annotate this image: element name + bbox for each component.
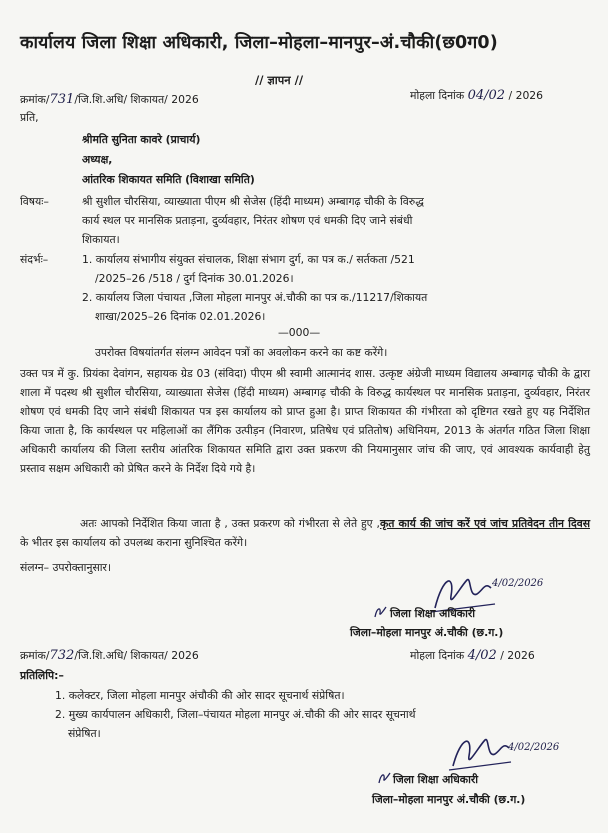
body-paragraph-2: उक्त पत्र में कु. प्रियंका देवांगन, सहायक ग्रेड 03 (संविदा) पीएम श्री स्वामी आत्मानंद शास. उत्कृष्ट अंग्रेजी माध्यम विद्यालय अम्बागढ़ चौकी के द्वारा शाला में पदस्थ श्री सुशील चौरसिया, व्याख्याता सेजेस (हिंदी माध्यम) अम्बागढ़ चौकी के विरुद्ध कार्यस्थल पर मानसिक प्रताड़ना, दुर्व्यवहार, निरंतर शोषण एवं धमकी दिए जाने संबंधी शिकायत पत्र इस कार्यालय को प्राप्त हुआ है। प्राप्त शिकायत की गंभीरता को दृष्टिगत रखते हुए यह निर्देशित किया जाता है, कि कार्यस्थल पर महिलाओं का लैंगिक उत्पीड़न (निवारण, प्रतिषेध एवं प्रतितोष) अधिनियम, 2013 के अंतर्गत गठित जिला शिक्षा अधिकारी कार्यालय की जिला स्तरीय आंतरिक शिकायत समिति द्वारा उक्त प्रकरण की नियमानुसार जांच की जाए, एवं आवश्यक कार्यवाही हेतु प्रस्ताव सक्षम अधिकारी को प्रेषित करने के निर्देश दिये गये है। [20, 367, 590, 475]
signature-2-date: 4/02/2026 [508, 742, 560, 753]
body-paragraph-3 [20, 514, 590, 552]
copy-ref-middle: /जि.शि.अधि/ शिकायत/ 2026 [74, 649, 199, 662]
subject-line-1: श्री सुशील चौरसिया, व्याख्याता पीएम श्री सेजेस (हिंदी माध्यम) अम्बागढ़ चौकी के विरुद्ध [82, 195, 424, 208]
copy-ref-handwritten-number: 732 [49, 648, 75, 663]
copy-date-handwritten: 4/02 [467, 648, 497, 663]
signature-2-designation: जिला शिक्षा अधिकारी [393, 773, 479, 786]
date-year: / 2026 [508, 89, 544, 102]
reference-number-line [20, 92, 199, 107]
memo-label: // ज्ञापन // [255, 73, 304, 87]
copy-date-label: मोहला दिनांक [410, 649, 465, 662]
signature-1-initial-icon [372, 604, 388, 620]
reference-2-line-2: शाखा/2025–26 दिनांक 02.01.2026। [95, 310, 266, 323]
date-label: मोहला दिनांक [410, 89, 465, 102]
body-p3-start: अतः आपको निर्देशित किया जाता है , उक्त प्रकरण को गंभीरता से लेते हुए , [80, 517, 380, 530]
separator: —000— [278, 326, 321, 339]
office-title: कार्यालय जिला शिक्षा अधिकारी, जिला–मोहला–मानपुर–अं.चौकी(छ0ग0) [20, 33, 499, 53]
subject-line-3: शिकायत। [82, 233, 120, 246]
body-p3-end: के भीतर इस कार्यालय को उपलब्ध कराना सुनिश्चित करेंगे। [20, 536, 248, 549]
copy-ref-prefix: क्रमांक/ [20, 649, 50, 662]
ref-handwritten-number: 731 [49, 92, 75, 107]
prati-label: प्रति, [20, 111, 39, 124]
copy-reference-date [410, 648, 535, 663]
date-handwritten: 04/02 [467, 88, 506, 103]
body-p3-emphasis: कृत कार्य की जांच करें एवं जांच प्रतिवेदन तीन दिवस [379, 517, 590, 530]
signature-1-district: जिला–मोहला मानपुर अं.चौकी (छ.ग.) [350, 626, 504, 639]
ref-prefix: क्रमांक/ [20, 93, 50, 106]
addressee-role: अध्यक्ष, [82, 153, 113, 166]
ref-middle: /जि.शि.अधि/ शिकायत/ 2026 [74, 93, 199, 106]
body-paragraph-1: उपरोक्त विषयांतर्गत संलग्न आवेदन पत्रों का अवलोकन करने का कष्ट करेंगे। [95, 346, 388, 359]
signature-2-district: जिला–मोहला मानपुर अं.चौकी (छ.ग.) [372, 793, 526, 806]
subject-label: विषयः– [20, 195, 49, 208]
copy-date-year: / 2026 [500, 649, 535, 662]
addressee-name: श्रीमति सुनिता कावरे (प्राचार्य) [82, 133, 201, 146]
copy-item-2-line-2: संप्रेषित। [68, 727, 101, 740]
reference-2-line-1: 2. कार्यालय जिला पंचायत ,जिला मोहला मानपुर अं.चौकी का पत्र क./11217/शिकायत [82, 291, 428, 304]
references-label: संदर्भः– [20, 253, 49, 266]
reference-1-line-2: /2025–26 /518 / दुर्ग दिनांक 30.01.2026। [95, 272, 294, 285]
copy-item-2-line-1: 2. मुख्य कार्यपालन अधिकारी, जिला–पंचायत मोहला मानपुर अं.चौकी की ओर सादर सूचनार्थ [55, 708, 416, 721]
signature-1-date: 4/02/2026 [492, 578, 544, 589]
reference-1-line-1: 1. कार्यालय संभागीय संयुक्त संचालक, शिक्षा संभाग दुर्ग, का पत्र क./ सर्तकता /521 [82, 253, 415, 266]
copy-label: प्रतिलिपि:– [20, 669, 64, 682]
subject-line-2: कार्य स्थल पर मानसिक प्रताड़ना, दुर्व्यवहार, निरंतर शोषण एवं धमकी दिए जाने संबंधी [82, 214, 413, 227]
signature-2-initial-icon [376, 770, 392, 786]
copy-reference-number-line [20, 648, 199, 663]
reference-date [410, 88, 543, 103]
addressee-committee: आंतरिक शिकायत समिति (विशाखा समिति) [82, 173, 255, 186]
signature-1-designation: जिला शिक्षा अधिकारी [390, 607, 476, 620]
copy-item-1: 1. कलेक्टर, जिला मोहला मानपुर अंचौकी की ओर सादर सूचनार्थ संप्रेषित। [55, 689, 345, 702]
enclosure-line: संलग्न– उपरोक्तानुसार। [20, 561, 112, 574]
